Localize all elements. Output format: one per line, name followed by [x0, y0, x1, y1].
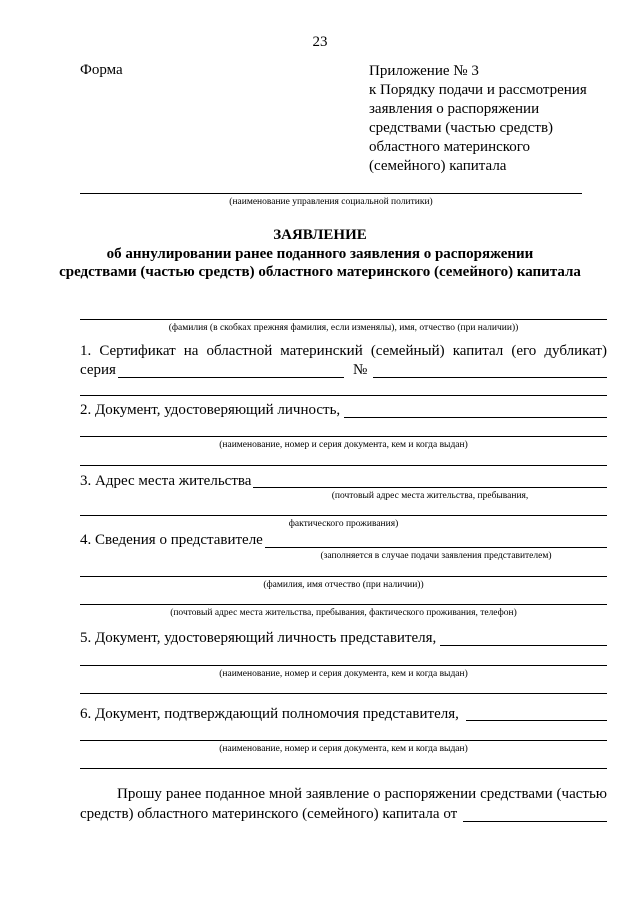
- address-field-2[interactable]: [80, 515, 607, 516]
- rep-fio-hint: (фамилия, имя отчество (при наличии)): [263, 580, 424, 590]
- fio-field[interactable]: [80, 319, 607, 320]
- request-word: мной: [268, 786, 302, 802]
- number-label: №: [353, 362, 368, 378]
- representative-field[interactable]: [265, 547, 607, 548]
- authority-document-field-3[interactable]: [80, 768, 607, 769]
- request-word: средствами: [480, 786, 553, 802]
- request-word: поданное: [205, 786, 266, 802]
- item1-word: на: [183, 343, 199, 359]
- item1-word: (его: [511, 343, 537, 359]
- request-word: Прошу: [117, 786, 162, 802]
- request-line: [117, 786, 607, 803]
- item4-label: 4. Сведения о представителе: [80, 532, 263, 548]
- fio-hint: (фамилия (в скобках прежняя фамилия, если изменялы), имя, отчество (при наличии)): [168, 323, 519, 333]
- request-date-field[interactable]: [463, 821, 607, 822]
- id-document-field-3[interactable]: [80, 465, 607, 466]
- authority-document-field[interactable]: [466, 720, 607, 721]
- subtitle-line: средствами (частью средств) областного материнского (семейного) капитала: [59, 264, 581, 280]
- subtitle-line: об аннулировании ранее поданного заявления о распоряжении: [106, 246, 534, 262]
- id-document-field[interactable]: [344, 417, 607, 418]
- id-document-field-2[interactable]: [80, 436, 607, 437]
- address-hint-2: фактического проживания): [288, 519, 399, 529]
- series-label: серия: [80, 362, 116, 378]
- form-label: Форма: [80, 62, 123, 78]
- appendix-line: (семейного) капитала: [369, 158, 507, 174]
- department-hint: (наименование управления социальной политики): [229, 197, 433, 207]
- request-word: распоряжении: [384, 786, 477, 802]
- id-document-hint: (наименование, номер и серия документа, кем и когда выдан): [219, 440, 468, 450]
- appendix-block: [369, 62, 587, 176]
- address-hint: (почтовый адрес места жительства, пребывания,: [331, 491, 529, 501]
- item5-label: 5. Документ, удостоверяющий личность представителя,: [80, 630, 437, 646]
- item1-word: материнский: [280, 343, 363, 359]
- request-word: заявление: [305, 786, 370, 802]
- item1-word: дубликат): [544, 343, 607, 359]
- request-word: ранее: [165, 786, 202, 802]
- rep-address-field[interactable]: [80, 604, 607, 605]
- item2-label: 2. Документ, удостоверяющий личность,: [80, 402, 341, 418]
- appendix-line: к Порядку подачи и рассмотрения: [369, 82, 587, 98]
- address-field[interactable]: [253, 487, 607, 488]
- request-line-2: средств) областного материнского (семейного) капитала от: [80, 806, 458, 822]
- appendix-line: заявления о распоряжении: [369, 101, 540, 117]
- item1-word: капитал: [452, 343, 504, 359]
- request-word: (частью: [556, 786, 607, 802]
- rep-id-document-hint: (наименование, номер и серия документа, кем и когда выдан): [219, 669, 468, 679]
- rep-id-document-field[interactable]: [440, 645, 607, 646]
- item1-word: областной: [206, 343, 273, 359]
- rep-id-document-field-2[interactable]: [80, 665, 607, 666]
- item3-label: 3. Адрес места жительства: [80, 473, 252, 489]
- rep-id-document-field-3[interactable]: [80, 693, 607, 694]
- department-field[interactable]: [80, 193, 582, 194]
- item1-word: (семейный): [370, 343, 445, 359]
- rep-address-hint: (почтовый адрес места жительства, пребывания, фактического проживания, телефон): [170, 608, 517, 618]
- page-title: ЗАЯВЛЕНИЕ: [273, 227, 367, 243]
- request-word: о: [373, 786, 381, 802]
- item1-extra-field[interactable]: [80, 395, 607, 396]
- appendix-line: областного материнского: [369, 139, 531, 155]
- rep-fio-field[interactable]: [80, 576, 607, 577]
- item1-word: Сертификат: [99, 343, 176, 359]
- authority-document-hint: (наименование, номер и серия документа, кем и когда выдан): [219, 744, 468, 754]
- item1-word: 1.: [80, 343, 92, 359]
- item6-label: 6. Документ, подтверждающий полномочия представителя,: [80, 706, 459, 722]
- number-field[interactable]: [373, 377, 607, 378]
- representative-hint: (заполняется в случае подачи заявления представителем): [320, 551, 552, 561]
- page-number: 23: [312, 34, 328, 50]
- appendix-line: Приложение № 3: [369, 63, 479, 79]
- series-field[interactable]: [118, 377, 344, 378]
- appendix-line: средствами (частью средств): [369, 120, 554, 136]
- authority-document-field-2[interactable]: [80, 740, 607, 741]
- item1-label: [80, 343, 607, 360]
